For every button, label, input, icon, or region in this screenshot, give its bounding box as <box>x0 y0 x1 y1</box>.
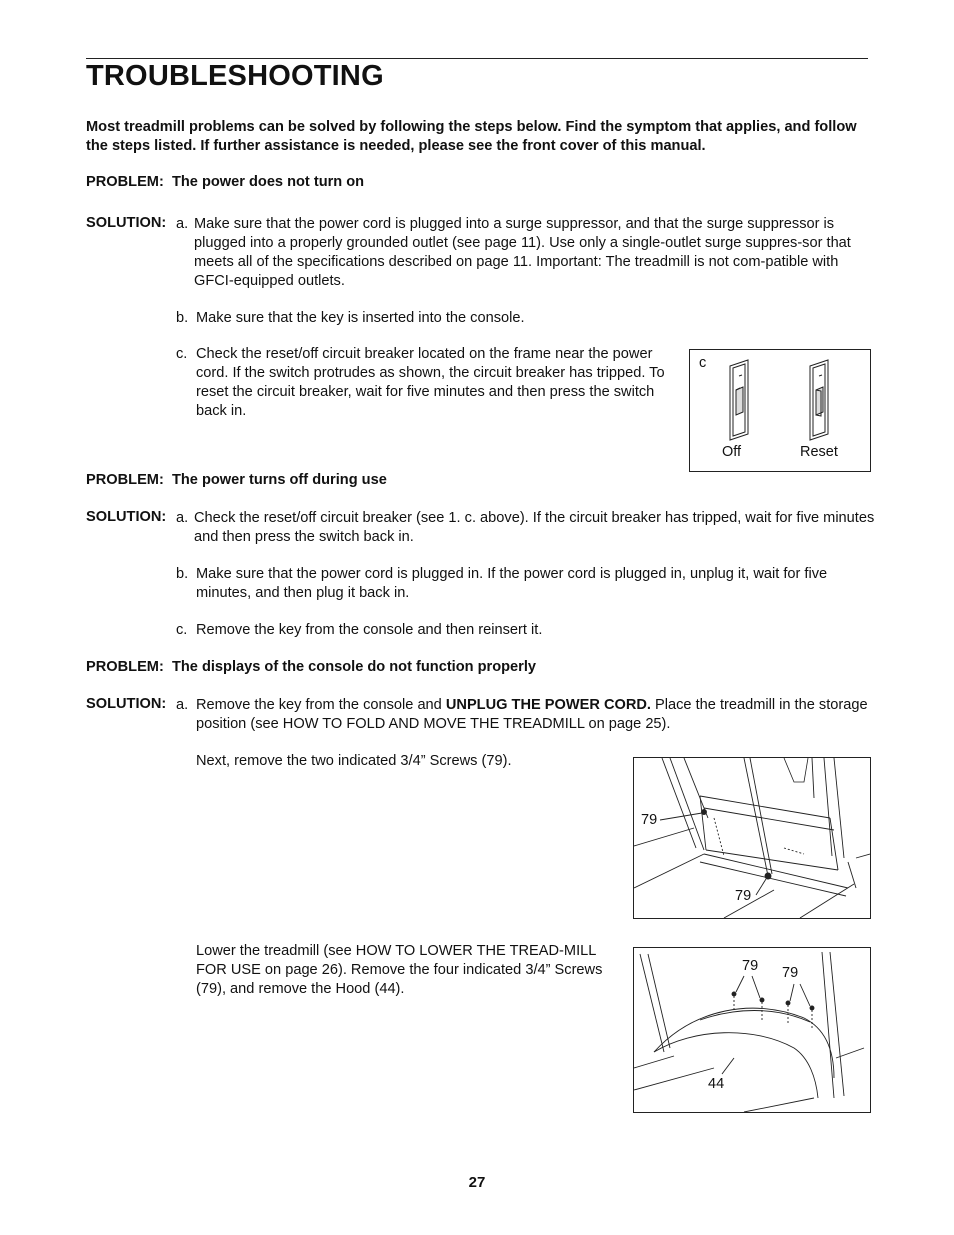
callout-79-right: 79 <box>782 965 799 981</box>
problem-1-step-b <box>176 309 876 328</box>
step-text: Remove the key from the console and then reinsert it. <box>196 622 543 638</box>
step-letter: c. <box>176 346 188 362</box>
step-text: Make sure that the power cord is plugged in. If the power cord is plugged in, unplug it, wait for five minutes, and then plug it back in. <box>196 566 828 601</box>
problem-label: PROBLEM: <box>86 659 164 675</box>
page-title: TROUBLESHOOTING <box>86 60 384 92</box>
page-number: 27 <box>468 1174 486 1191</box>
reset-label: Reset <box>800 444 838 460</box>
solution-label-3: SOLUTION: <box>86 696 167 712</box>
step-letter: b. <box>176 310 189 326</box>
callout-79-lower: 79 <box>735 888 752 904</box>
header-rule <box>86 58 868 59</box>
circuit-breaker-drawing <box>690 350 870 471</box>
circuit-breaker-figure <box>689 349 871 472</box>
step-text: Check the reset/off circuit breaker (see 1. c. above). If the circuit breaker has tripped, wait for five minutes and then press the switch back in. <box>194 510 875 545</box>
step-letter: a. <box>176 697 189 713</box>
step-letter: b. <box>176 566 189 582</box>
step-text-before: Remove the key from the console and <box>196 697 446 713</box>
callout-79-left: 79 <box>742 958 759 974</box>
problem-1 <box>86 174 364 190</box>
step-letter: c. <box>176 622 188 638</box>
step-text: Make sure that the key is inserted into the console. <box>196 310 525 326</box>
step-text-after: Place the treadmill in the storage position (see HOW TO FOLD AND MOVE THE TREADMILL on page 25). <box>196 697 868 732</box>
unplug-warning: UNPLUG THE POWER CORD. <box>445 697 651 713</box>
problem-1-step-a <box>176 215 876 291</box>
problem-3-step-a <box>176 696 876 734</box>
solution-label-2: SOLUTION: <box>86 509 167 525</box>
followup-remove-hood: Lower the treadmill (see HOW TO LOWER THE TREAD-MILL FOR USE on page 26). Remove the four indicated 3/4” Screws (79), and remove the Hood (44). <box>196 943 603 997</box>
problem-3-title: The displays of the console do not function properly <box>171 659 537 675</box>
problem-label: PROBLEM: <box>86 472 164 488</box>
callout-79-upper: 79 <box>641 812 658 828</box>
step-text: Check the reset/off circuit breaker located on the frame near the power cord. If the switch protrudes as shown, the circuit breaker has tripped. To reset the circuit breaker, wait for five minutes and then press the switch back in. <box>196 346 665 419</box>
breaker-reset-switch <box>810 360 828 440</box>
step-text <box>176 696 876 734</box>
breaker-off-switch <box>730 360 748 440</box>
problem-1-title: The power does not turn on <box>171 174 365 190</box>
figure-letter: c <box>699 355 707 371</box>
problem-2 <box>86 472 387 488</box>
problem-2-title: The power turns off during use <box>171 472 387 488</box>
problem-label: PROBLEM: <box>86 174 164 190</box>
followup-remove-two-screws: Next, remove the two indicated 3/4” Screws (79). <box>196 753 512 769</box>
folded-screws-figure <box>633 757 871 919</box>
hood-figure <box>633 947 871 1113</box>
problem-2-step-c <box>176 621 876 640</box>
intro-paragraph: Most treadmill problems can be solved by following the steps below. Find the symptom that applies, and follow the steps listed. If further assistance is needed, please see the front cover of this manual. <box>86 119 857 154</box>
problem-1-step-c <box>176 345 671 421</box>
solution-label-1: SOLUTION: <box>86 215 167 231</box>
step-letter: a. <box>176 510 189 526</box>
problem-3 <box>86 659 536 675</box>
problem-2-step-b <box>176 565 876 603</box>
problem-2-step-a <box>176 509 876 547</box>
step-letter: a. <box>176 216 189 232</box>
folded-treadmill-drawing <box>634 758 870 918</box>
off-label: Off <box>722 444 742 460</box>
step-text: Make sure that the power cord is plugged into a surge suppressor, and that the surge suppressor is plugged into a properly grounded outlet (see page 11). Use only a single-outlet surge suppres-sor that meets all of the specifications described on page 11. Important: The treadmill is not com-patible with GFCI-equipped outlets. <box>194 216 851 289</box>
callout-44-hood: 44 <box>708 1076 725 1092</box>
